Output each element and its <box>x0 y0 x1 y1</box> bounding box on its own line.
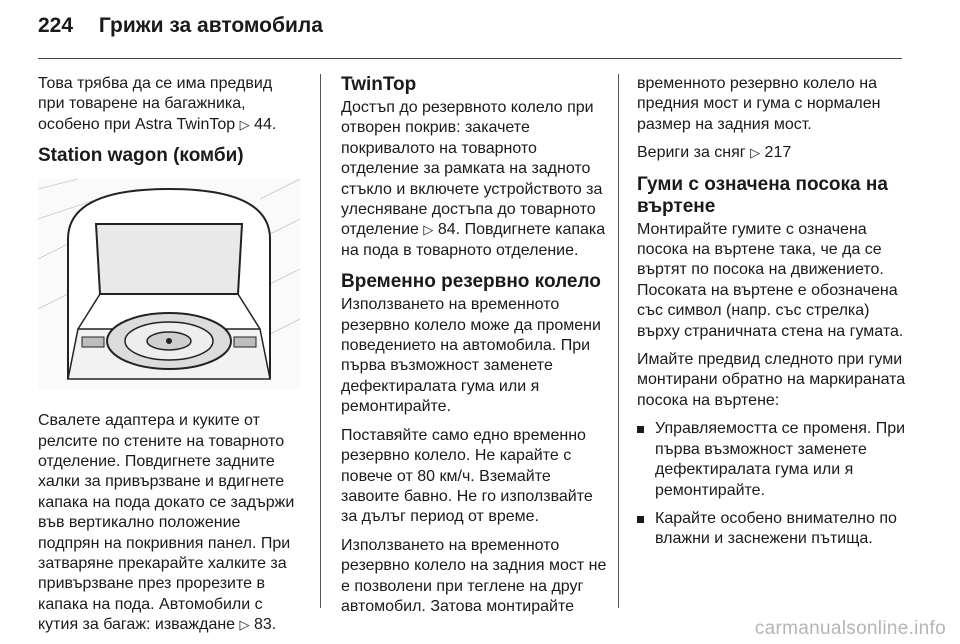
paragraph: Това трябва да се има предвид при товарене на багажника, особено при Astra TwinTop ▷ 44. <box>38 75 277 133</box>
page-reference-arrow-icon: ▷ <box>239 116 250 132</box>
bullet-list <box>637 419 907 549</box>
page-reference[interactable]: 44. <box>254 115 277 133</box>
page-reference[interactable]: 83. <box>253 616 277 634</box>
column-1 <box>38 74 300 644</box>
trunk-spare-wheel-illustration <box>38 179 300 389</box>
list-item: Карайте особено внимателно по влажни и заснежени пътища. <box>637 509 907 550</box>
page-header <box>38 14 323 38</box>
page-reference-arrow-icon: ▷ <box>423 222 434 238</box>
paragraph: временното резервно колело на предния мост и гума с нормален размер на задния мост. <box>637 75 881 133</box>
watermark: carmanualsonline.info <box>754 618 946 639</box>
column-3 <box>637 74 907 558</box>
page-reference-arrow-icon: ▷ <box>750 145 761 161</box>
list-item: Управляемостта се променя. При първа възможност заменете дефектиралата гума или я ремонтирайте. <box>637 419 907 501</box>
page-reference[interactable]: 84. <box>437 221 461 239</box>
page-title: Грижи за автомобила <box>98 14 323 37</box>
header-rule <box>38 58 902 59</box>
section-heading: Station wagon (комби) <box>38 145 244 167</box>
page-reference[interactable]: 217 <box>764 144 792 162</box>
page-reference-arrow-icon: ▷ <box>239 617 250 633</box>
page-number: 224 <box>38 14 74 37</box>
column-divider <box>320 74 321 608</box>
paragraph: Достъп до резервното колело при отворен покрив: закачете покривалото на товарното отделение за рамката на задното стъкло и включете устройството за улесняване достъпа до товарното отделение ▷ 84. Повдигнете капака на пода в товарното отделение. <box>341 99 606 259</box>
paragraph: Вериги за сняг ▷ 217 <box>637 144 792 162</box>
paragraph: Поставяйте само едно временно резервно колело. Не карайте с повече от 80 км/ч. Вземайте завоите бавно. Не го използвайте за дълъг период от време. <box>341 426 593 526</box>
section-heading: TwinTop <box>341 74 417 95</box>
paragraph: Използването на временното резервно колело на задния мост не е позволени при теглене на друг автомобил. Затова монтирайте <box>341 536 607 615</box>
paragraph: Използването на временното резервно колело може да промени поведението на автомобила. При първа възможност заменете дефектиралата гума или я ремонтирайте. <box>341 296 601 416</box>
paragraph: Свалете адаптера и куките от релсите по стените на товарното отделение. Повдигнете задните халки за привързване и вдигнете капака на пода докато се задържи във вертикално положение подпрян на покривния панел. При затваряне прекарайте халките за привързване през прорезите в капака на пода. Автомобили с кутия за багаж: изваждане ▷ 83. <box>38 412 295 634</box>
section-heading: Временно резервно колело <box>341 271 601 293</box>
bullet-icon <box>637 516 644 523</box>
paragraph: Имайте предвид следното при гуми монтирани обратно на маркираната посока на въртене: <box>637 351 906 409</box>
column-divider <box>618 74 619 608</box>
column-2 <box>341 74 607 625</box>
bullet-icon <box>637 426 644 433</box>
section-heading: Гуми с означена посока на въртене <box>637 173 888 217</box>
paragraph: Монтирайте гумите с означена посока на въртене така, че да се въртят по посока на движението. Посоката на въртене е обозначена със символ (напр. със стрелка) върху страничната стена на гумата. <box>637 220 904 340</box>
